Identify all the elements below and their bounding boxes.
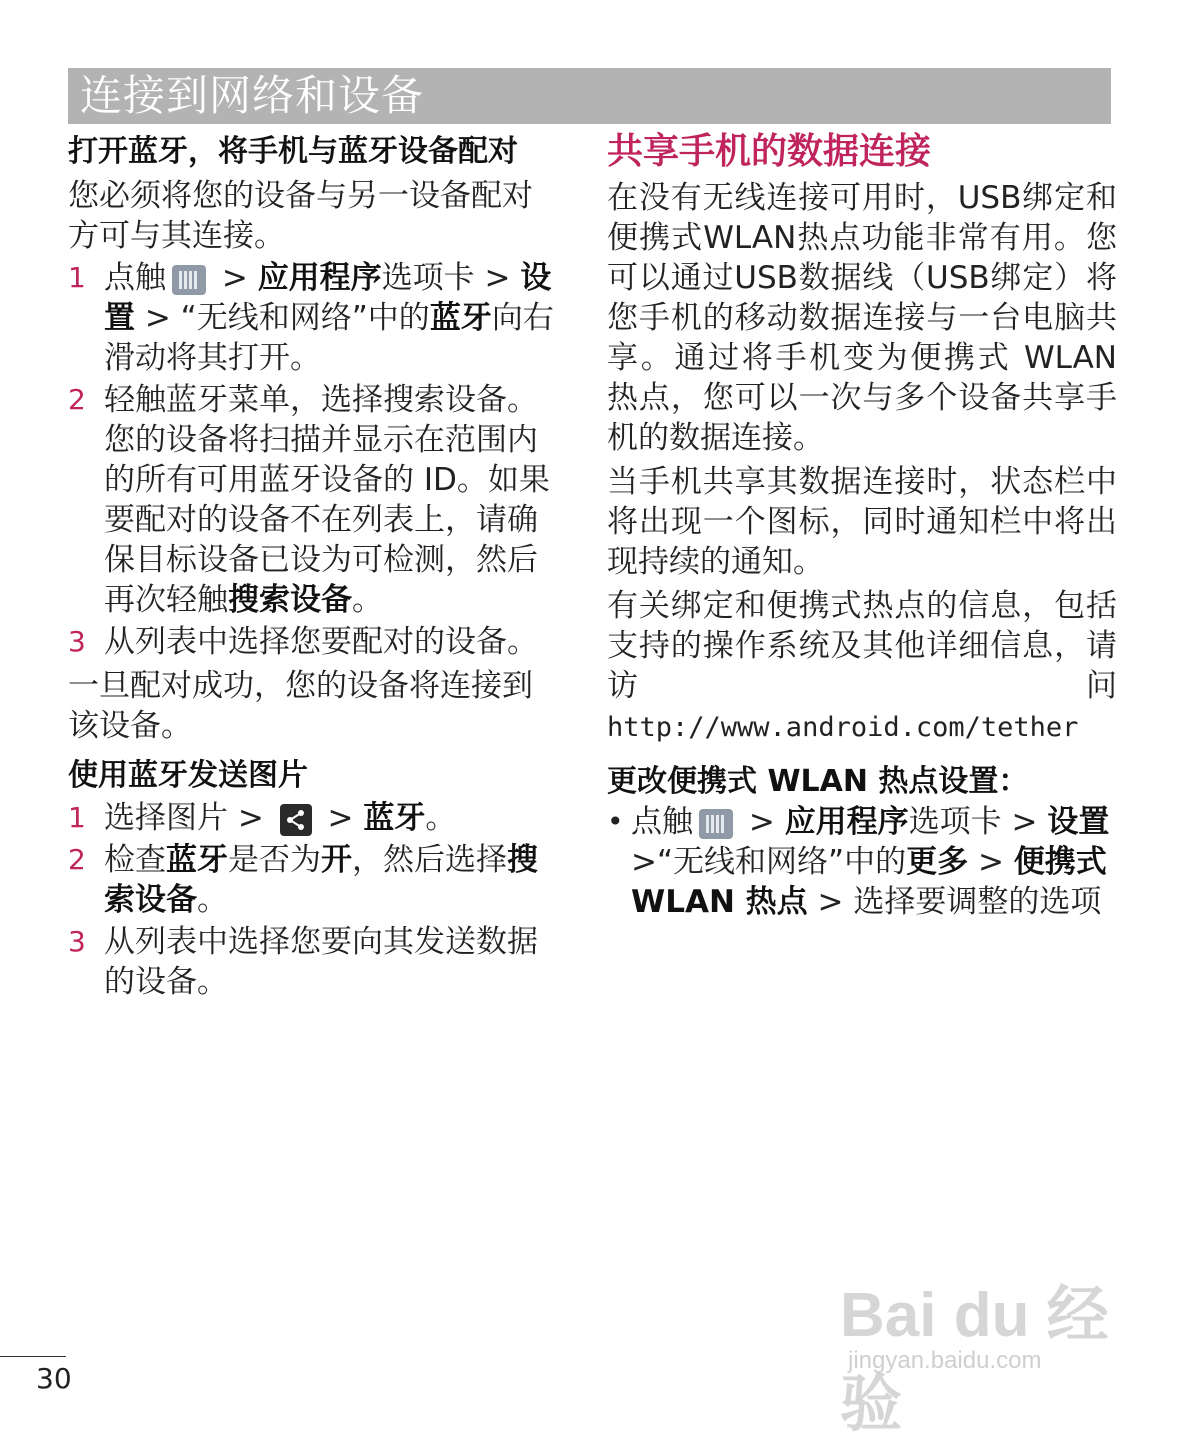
pair-intro: 您必须将您的设备与另一设备配对方可与其连接。 — [68, 178, 533, 254]
step-text: 从列表中选择您要配对的设备。 — [104, 624, 538, 660]
pair-steps — [68, 258, 558, 662]
step-number: 2 — [68, 843, 86, 876]
section-title-bar — [68, 68, 1111, 124]
bullet-mark: • — [607, 805, 624, 838]
bluetooth-pair-heading: 打开蓝牙，将手机与蓝牙设备配对 — [68, 134, 518, 169]
list-item — [607, 802, 1117, 922]
bold-term: 搜索设备 — [228, 582, 352, 618]
bold-term: 应用程序 — [257, 260, 382, 296]
send-picture-heading: 使用蓝牙发送图片 — [68, 758, 308, 793]
pair-outro: 一旦配对成功，您的设备将连接到该设备。 — [68, 668, 533, 744]
text: > — [739, 804, 785, 840]
text: 选项卡 > — [908, 804, 1048, 840]
share-data-heading: 共享手机的数据连接 — [607, 131, 932, 172]
text: 向右滑动将其打开。 — [104, 300, 554, 376]
text: 有关绑定和便携式热点的信息，包括支持的操作系统及其他详细信息，请访问 — [607, 588, 1117, 704]
step-number: 1 — [68, 261, 86, 294]
bullet-text — [631, 802, 1117, 922]
left-column — [68, 132, 558, 1004]
step-text — [104, 258, 558, 378]
step-number: 2 — [68, 383, 86, 416]
text: 是否为 — [228, 842, 321, 878]
bold-term: 蓝牙 — [429, 300, 492, 336]
text: 选项卡 > — [381, 260, 521, 296]
text: 。 — [352, 582, 383, 618]
bold-term: 设置 — [1047, 804, 1110, 840]
footer-divider — [0, 1356, 66, 1357]
share-icon — [280, 804, 312, 836]
list-item — [68, 622, 558, 662]
tether-paragraph-1: 在没有无线连接可用时，USB绑定和便携式WLAN热点功能非常有用。您可以通过USB数据线（USB绑定）将您手机的移动数据连接与一台电脑共享。通过将手机变为便携式 WLAN 热点，您可以一次与多个设备共享手机的数据连接。 — [607, 180, 1117, 456]
step-text — [104, 798, 558, 838]
bold-term: 设置 — [104, 260, 552, 336]
text: ，然后选择 — [352, 842, 507, 878]
bold-term: 更多 — [906, 844, 969, 880]
baidu-watermark — [840, 1255, 1130, 1439]
apps-grid-icon — [699, 809, 733, 839]
list-item — [68, 922, 558, 1002]
step-number: 3 — [68, 625, 86, 658]
hotspot-settings-heading: 更改便携式 WLAN 热点设置： — [607, 764, 1029, 799]
tether-url-link[interactable]: http://www.android.com/tether — [607, 712, 1079, 743]
text: > 选择要调整的选项 — [807, 884, 1102, 920]
step-text — [104, 840, 558, 920]
text: > “无线和网络”中的 — [135, 300, 430, 336]
text: 。 — [425, 800, 457, 836]
step-number: 3 — [68, 925, 86, 958]
step-number: 1 — [68, 801, 86, 834]
tether-paragraph-2: 当手机共享其数据连接时，状态栏中将出现一个图标，同时通知栏中将出现持续的通知。 — [607, 464, 1117, 580]
list-item — [68, 798, 558, 838]
bold-term: 应用程序 — [784, 804, 909, 840]
text: 。 — [197, 882, 228, 918]
text: 检查 — [104, 842, 166, 878]
step-text — [104, 380, 558, 620]
bold-term: 蓝牙 — [363, 800, 426, 836]
bold-term: 搜索设备 — [104, 842, 538, 918]
text: >“无线和网络”中的 — [631, 844, 907, 880]
text: 选择图片 > — [104, 800, 274, 836]
bold-term: 开 — [321, 842, 352, 878]
text: 点触 — [631, 804, 693, 840]
text: 轻触蓝牙菜单，选择搜索设备。您的设备将扫描并显示在范围内的所有可用蓝牙设备的 ID。如果要配对的设备不在列表上，请确保目标设备已设为可检测，然后再次轻触 — [104, 382, 550, 618]
apps-grid-icon — [172, 265, 206, 295]
page-number: 30 — [36, 1362, 72, 1395]
section-title: 连接到网络和设备 — [80, 71, 425, 120]
bold-term: 便携式 WLAN 热点 — [631, 844, 1107, 920]
text: > — [968, 844, 1014, 880]
send-steps — [68, 798, 558, 1002]
step-text: 从列表中选择您要向其发送数据的设备。 — [104, 924, 538, 1000]
watermark-url: jingyan.baidu.com — [848, 1347, 1042, 1374]
list-item — [68, 258, 558, 378]
right-column — [607, 130, 1117, 924]
text: 点触 — [104, 260, 166, 296]
text: > — [317, 800, 364, 836]
list-item — [68, 840, 558, 920]
watermark-logo: Bai du 经验 — [840, 1281, 1109, 1439]
text: > — [212, 260, 258, 296]
tether-paragraph-3 — [607, 586, 1117, 748]
list-item — [68, 380, 558, 620]
bold-term: 蓝牙 — [166, 842, 228, 878]
